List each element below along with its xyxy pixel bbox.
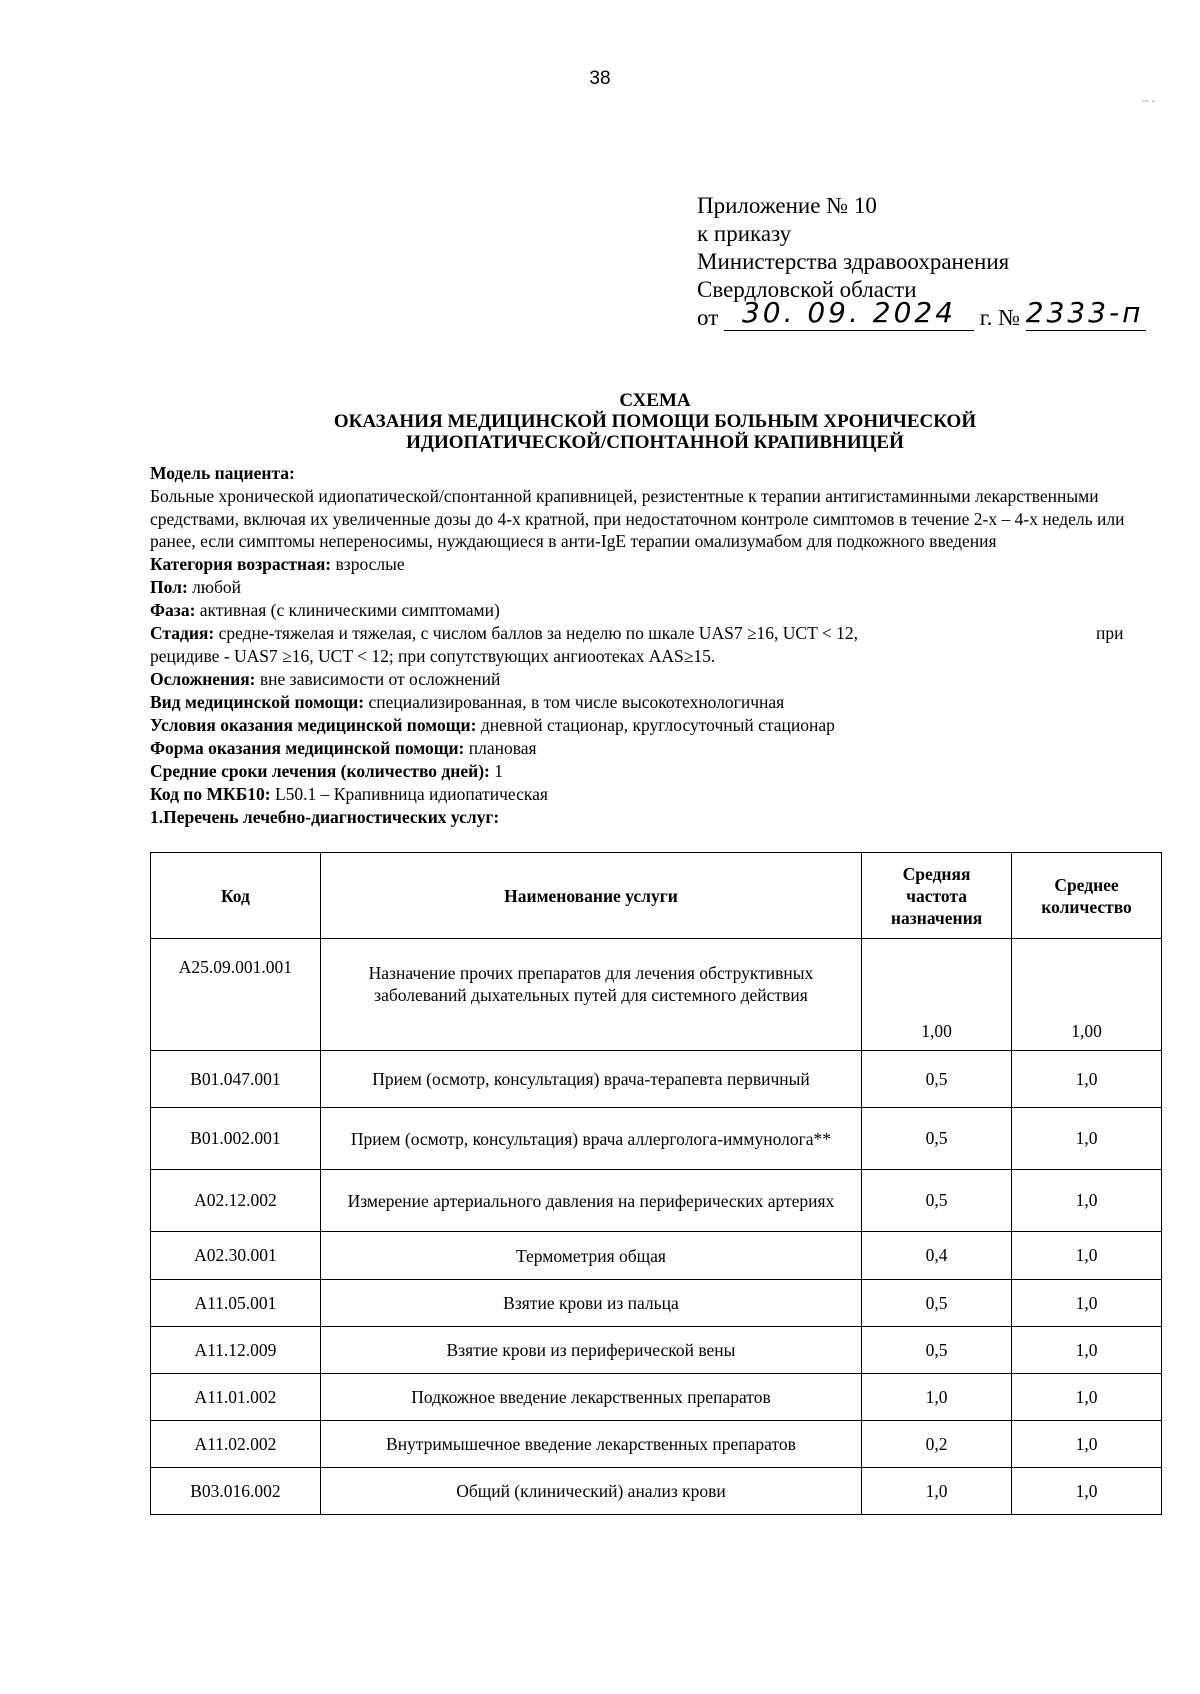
table-row — [151, 1280, 1162, 1327]
table-header-row — [151, 853, 1162, 939]
service-code: A02.30.001 — [151, 1232, 321, 1280]
service-code: A11.12.009 — [151, 1327, 321, 1374]
service-frequency: 0,5 — [862, 1051, 1012, 1108]
header-code: Код — [151, 853, 321, 939]
header-name: Наименование услуги — [320, 853, 861, 939]
table-row — [151, 1374, 1162, 1421]
service-quantity: 1,0 — [1012, 1232, 1162, 1280]
table-row — [151, 1108, 1162, 1170]
table-row — [151, 1232, 1162, 1280]
service-quantity: 1,0 — [1012, 1170, 1162, 1232]
order-date-line — [697, 296, 1146, 332]
document-title — [150, 390, 1160, 453]
conditions-label: Условия оказания медицинской помощи: — [150, 714, 477, 735]
patient-model-heading: Модель пациента: — [150, 463, 295, 483]
appendix-line-2: к приказу — [697, 221, 792, 246]
table-row — [151, 1170, 1162, 1232]
title-line-3: ИДИОПАТИЧЕСКОЙ/СПОНТАННОЙ КРАПИВНИЦЕЙ — [406, 432, 904, 453]
icd-label: Код по МКБ10: — [150, 783, 271, 804]
care-type-value: специализированная, в том числе высокотехнологичная — [364, 691, 785, 712]
patient-model-description: Больные хронической идиопатической/спонтанной крапивницей, резистентные к терапии антигистаминными лекарственными средствами, включая их увеличенные дозы до 4-х кратной, при недостаточном контроле симптомов в течение 2-х – 4-х недель или ранее, если симптомы непереносимы, нуждающиеся в анти-IgE терапии омализумабом для подкожного введения — [150, 486, 1125, 551]
service-frequency: 0,5 — [862, 1170, 1012, 1232]
from-label: от — [697, 305, 719, 330]
service-name: Подкожное введение лекарственных препаратов — [320, 1374, 861, 1421]
age-value: взрослые — [331, 553, 405, 574]
conditions-value: дневной стационар, круглосуточный стационар — [476, 714, 835, 735]
order-number-label: г. № — [979, 305, 1021, 330]
services-table — [150, 852, 1162, 1515]
service-code: A25.09.001.001 — [151, 939, 321, 1051]
table-row — [151, 1051, 1162, 1108]
service-name: Взятие крови из пальца — [320, 1280, 861, 1327]
service-quantity: 1,0 — [1012, 1108, 1162, 1170]
service-frequency: 1,0 — [862, 1374, 1012, 1421]
patient-model — [150, 462, 1170, 829]
stage-tail: при — [1096, 622, 1124, 643]
service-quantity: 1,0 — [1012, 1468, 1162, 1515]
header-frequency: Средняя частота назначения — [862, 853, 1012, 939]
order-date-field — [724, 296, 974, 331]
table-row — [151, 939, 1162, 1051]
service-name: Прием (осмотр, консультация) врача-терапевта первичный — [320, 1051, 861, 1108]
service-name: Общий (клинический) анализ крови — [320, 1468, 861, 1515]
form-value: плановая — [464, 737, 537, 758]
service-quantity: 1,00 — [1012, 939, 1162, 1051]
service-frequency: 0,2 — [862, 1421, 1012, 1468]
table-body — [151, 939, 1162, 1515]
service-name: Взятие крови из периферической вены — [320, 1327, 861, 1374]
table-row — [151, 1421, 1162, 1468]
phase-label: Фаза: — [150, 599, 196, 620]
service-code: B01.002.001 — [151, 1108, 321, 1170]
service-code: A02.12.002 — [151, 1170, 321, 1232]
title-line-2: ОКАЗАНИЯ МЕДИЦИНСКОЙ ПОМОЩИ БОЛЬНЫМ ХРОНИЧЕСКОЙ — [333, 411, 977, 432]
header-quantity: Среднее количество — [1012, 853, 1162, 939]
service-frequency: 0,5 — [862, 1108, 1012, 1170]
appendix-line-1: Приложение № 10 — [697, 193, 877, 218]
title-line-1: СХЕМА — [619, 390, 691, 411]
icd-value: L50.1 – Крапивница идиопатическая — [270, 783, 548, 804]
table-row — [151, 1327, 1162, 1374]
scan-mark: -- - — [1142, 96, 1155, 107]
form-label: Форма оказания медицинской помощи: — [150, 737, 465, 758]
service-name: Прием (осмотр, консультация) врача аллерголога-иммунолога** — [320, 1108, 861, 1170]
age-label: Категория возрастная: — [150, 553, 332, 574]
appendix-block — [697, 192, 1146, 332]
service-name: Измерение артериального давления на периферических артериях — [320, 1170, 861, 1232]
stage-label: Стадия: — [150, 622, 215, 643]
sex-value: любой — [187, 576, 241, 597]
order-number-field — [1025, 296, 1146, 331]
service-code: B01.047.001 — [151, 1051, 321, 1108]
service-quantity: 1,0 — [1012, 1327, 1162, 1374]
service-name: Внутримышечное введение лекарственных препаратов — [320, 1421, 861, 1468]
services-list-heading: 1.Перечень лечебно-диагностических услуг: — [150, 806, 500, 827]
sex-label: Пол: — [150, 576, 188, 597]
service-quantity: 1,0 — [1012, 1421, 1162, 1468]
service-code: A11.05.001 — [151, 1280, 321, 1327]
complications-label: Осложнения: — [150, 668, 256, 689]
service-frequency: 0,4 — [862, 1232, 1012, 1280]
service-name: Назначение прочих препаратов для лечения обструктивных заболеваний дыхательных путей для системного действия — [320, 939, 861, 1051]
service-frequency: 0,5 — [862, 1280, 1012, 1327]
care-type-label: Вид медицинской помощи: — [150, 691, 365, 712]
appendix-line-4: Свердловской области — [697, 277, 917, 302]
duration-value: 1 — [489, 760, 503, 781]
service-name: Термометрия общая — [320, 1232, 861, 1280]
phase-value: активная (с клиническими симптомами) — [195, 599, 500, 620]
service-quantity: 1,0 — [1012, 1051, 1162, 1108]
service-code: B03.016.002 — [151, 1468, 321, 1515]
page-number: 38 — [589, 68, 611, 89]
service-frequency: 1,00 — [862, 939, 1012, 1051]
complications-value: вне зависимости от осложнений — [255, 668, 501, 689]
service-code: A11.02.002 — [151, 1421, 321, 1468]
table-row — [151, 1468, 1162, 1515]
handwritten-date: 30. 09. 2024 — [741, 296, 957, 329]
service-frequency: 0,5 — [862, 1327, 1012, 1374]
appendix-line-3: Министерства здравоохранения — [697, 249, 1010, 274]
stage-value-continued: рецидиве - UAS7 ≥16, UCT < 12; при сопутствующих ангиоотеках AAS≥15. — [150, 645, 716, 666]
service-frequency: 1,0 — [862, 1468, 1012, 1515]
service-quantity: 1,0 — [1012, 1280, 1162, 1327]
stage-value: средне-тяжелая и тяжелая, с числом баллов за неделю по шкале UAS7 ≥16, UCT < 12, — [214, 622, 858, 643]
service-code: A11.01.002 — [151, 1374, 321, 1421]
service-quantity: 1,0 — [1012, 1374, 1162, 1421]
handwritten-number: 2333-п — [1025, 296, 1144, 329]
duration-label: Средние сроки лечения (количество дней): — [150, 760, 490, 781]
